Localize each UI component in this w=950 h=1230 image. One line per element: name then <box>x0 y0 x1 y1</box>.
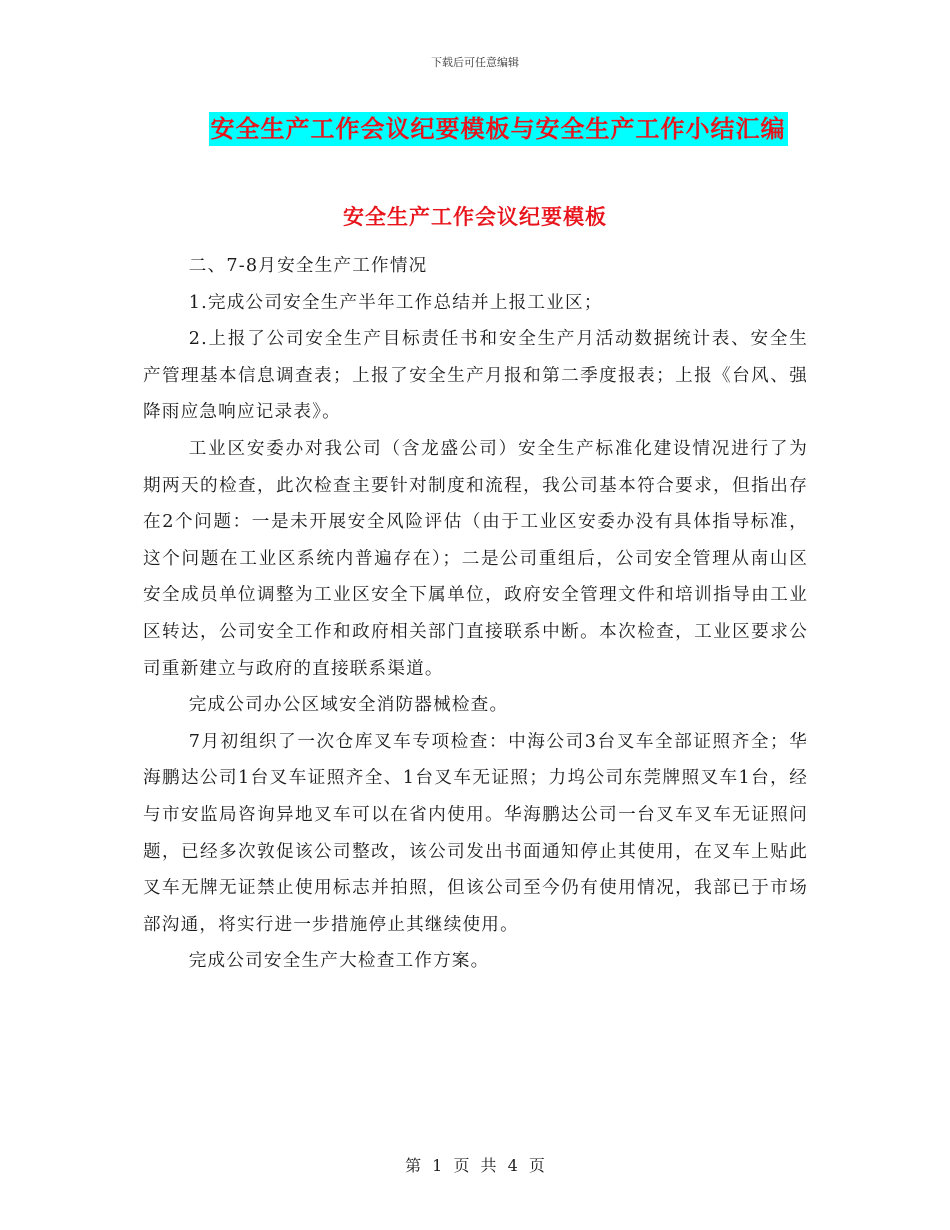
main-title: 安全生产工作会议纪要模板与安全生产工作小结汇编 <box>209 112 788 146</box>
header-note: 下载后可任意编辑 <box>431 56 519 69</box>
paragraph: 二、7-8月安全生产工作情况 <box>188 256 428 276</box>
main-title-container <box>0 112 950 146</box>
section-title: 安全生产工作会议纪要模板 <box>343 205 607 229</box>
paragraph: 工业区安委办对我公司（含龙盛公司）安全生产标准化建设情况进行了为期两天的检查，此次检查主要针对制度和流程，我公司基本符合要求，但指出存在2个问题：一是未开展安全风险评估（由于工业区安委办没有具体指导标准，这个问题在工业区系统内普遍存在）；二是公司重组后，公司安全管理从南山区安全成员单位调整为工业区安全下属单位，政府安全管理文件和培训指导由工业区转达，公司安全工作和政府相关部门直接联系中断。本次检查，工业区要求公司重新建立与政府的直接联系渠道。 <box>143 438 808 679</box>
paragraph: 7月初组织了一次仓库叉车专项检查：中海公司3台叉车全部证照齐全；华海鹏达公司1台叉车证照齐全、1台叉车无证照；力坞公司东莞牌照叉车1台，经与市安监局咨询异地叉车可以在省内使用。华海鹏达公司一台叉车叉车无证照问题，已经多次敦促该公司整改，该公司发出书面通知停止其使用，在叉车上贴此叉车无牌无证禁止使用标志并拍照，但该公司至今仍有使用情况，我部已于市场部沟通，将实行进一步措施停止其继续使用。 <box>143 731 808 935</box>
document-body <box>143 248 808 980</box>
page-footer: 第 1 页 共 4 页 <box>405 1156 545 1175</box>
paragraph: 2.上报了公司安全生产目标责任书和安全生产月活动数据统计表、安全生产管理基本信息调查表；上报了安全生产月报和第二季度报表；上报《台风、强降雨应急响应记录表》。 <box>143 329 808 423</box>
paragraph: 完成公司办公区域安全消防器械检查。 <box>188 695 509 716</box>
paragraph: 完成公司安全生产大检查工作方案。 <box>188 951 490 972</box>
paragraph: 1.完成公司安全生产半年工作总结并上报工业区； <box>188 292 603 313</box>
